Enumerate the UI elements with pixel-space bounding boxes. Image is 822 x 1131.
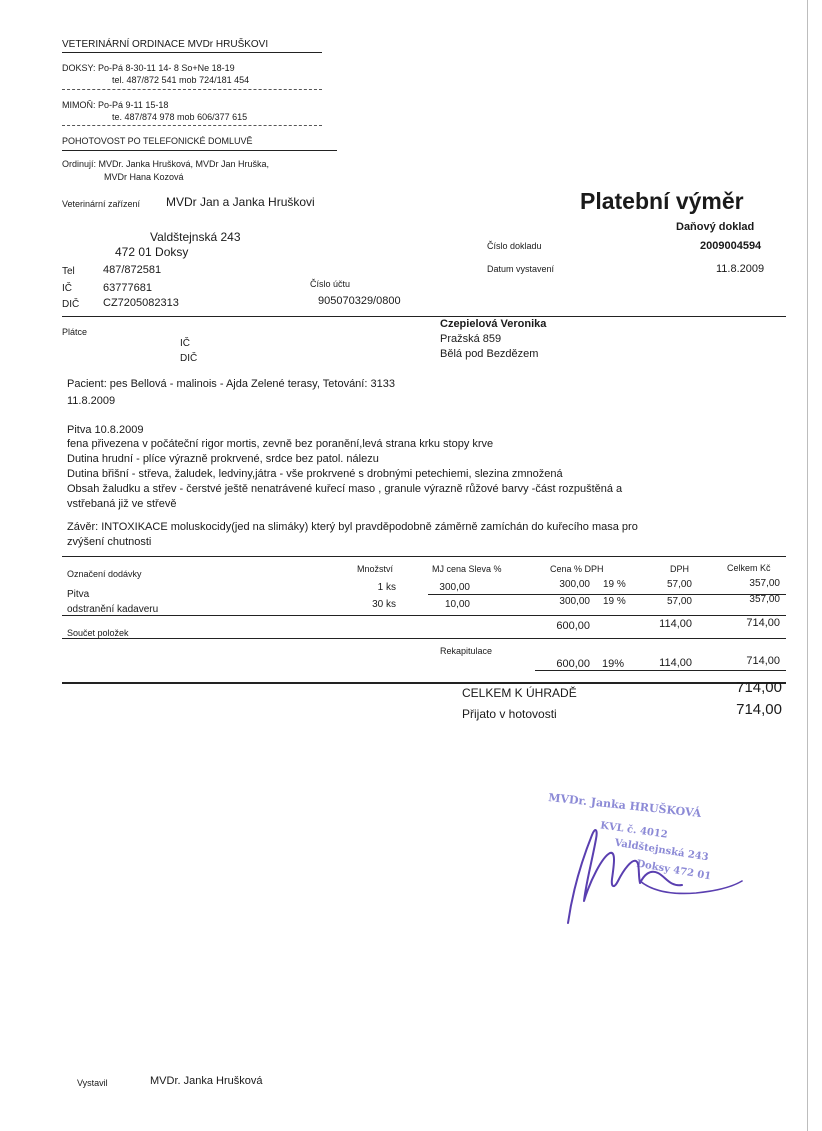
note-line: Dutina břišní - střeva, žaludek, ledviny,játra - vše prokrvené s drobnými petechiemi, slezina zmnožená xyxy=(67,468,563,480)
stamp xyxy=(540,791,760,930)
vendor-name: MVDr Jan a Janka Hruškovi xyxy=(166,195,315,209)
section-divider xyxy=(62,316,786,317)
recap-vat: 114,00 xyxy=(659,657,692,669)
row-1-name: Pitva xyxy=(67,589,90,600)
col-header-vat: DPH xyxy=(670,564,690,574)
patient-line: Pacient: pes Bellová - malinois - Ajda Zelené terasy, Tetování: 3133 xyxy=(67,378,395,390)
row-1-price: 300,00 xyxy=(559,579,590,590)
emergency-note: POHOTOVOST PO TELEFONICKÉ DOMLUVĚ xyxy=(62,136,253,146)
divider xyxy=(62,125,322,126)
note-line: Pitva 10.8.2009 xyxy=(67,424,144,436)
row-1-vat-rate: 19 % xyxy=(603,579,626,590)
sum-label: Součet položek xyxy=(67,628,129,638)
row-2-total: 357,00 xyxy=(749,594,780,605)
page-edge xyxy=(807,0,808,1131)
vendor-account-label: Číslo účtu xyxy=(310,279,351,289)
table-bottom-border xyxy=(62,638,786,639)
note-line: Obsah žaludku a střev - čerstvé ještě nenatrávené kuřecí maso , granule výrazně růžové barvy -část rozpuštěná a xyxy=(67,483,623,495)
document-subtitle: Daňový doklad xyxy=(676,221,755,233)
table-top-border xyxy=(62,556,786,557)
recap-price: 600,00 xyxy=(556,658,590,670)
clinic-name: VETERINÁRNÍ ORDINACE MVDr HRUŠKOVI xyxy=(62,39,269,50)
patient-date: 11.8.2009 xyxy=(67,395,116,407)
doc-number-label: Číslo dokladu xyxy=(487,241,542,251)
payer-ic-label: IČ xyxy=(180,338,190,349)
mimon-phone: te. 487/874 978 mob 606/377 615 xyxy=(112,112,248,122)
note-line: Dutina hrudní - plíce výrazně prokrvené, srdce bez patol. nálezu xyxy=(67,453,379,465)
col-header-name: Označení dodávky xyxy=(67,569,142,579)
doksy-hours: DOKSY: Po-Pá 8-30-11 14- 8 So+Ne 18-19 xyxy=(62,63,235,73)
doctors-line-2: MVDr Hana Kozová xyxy=(104,172,184,182)
issued-by-label: Vystavil xyxy=(77,1078,108,1088)
sum-price: 600,00 xyxy=(556,620,590,632)
totals-divider xyxy=(62,682,786,684)
doksy-phone: tel. 487/872 541 mob 724/181 454 xyxy=(112,75,250,85)
doctors-line-1: Ordinují: MVDr. Janka Hrušková, MVDr Jan Hruška, xyxy=(62,159,270,169)
signature xyxy=(540,795,760,930)
row-2-name: odstranění kadaveru xyxy=(67,604,159,615)
document-title: Platební výměr xyxy=(580,188,744,214)
divider xyxy=(62,150,337,151)
table-sum-border xyxy=(62,615,786,616)
vendor-label: Veterinární zařízení xyxy=(62,199,141,209)
vendor-account: 905070329/0800 xyxy=(318,295,401,307)
payer-name: Czepielová Veronika xyxy=(440,318,547,330)
row-1-qty: 1 ks xyxy=(377,582,396,593)
recap-label: Rekapitulace xyxy=(440,646,493,656)
payer-label: Plátce xyxy=(62,327,88,337)
conclusion-line: zvýšení chutnosti xyxy=(67,536,152,548)
cash-received: 714,00 xyxy=(736,701,782,718)
note-line: fena přivezena v počáteční rigor mortis, zevně bez poranění,levá strana krku stopy krve xyxy=(67,438,494,450)
vendor-tel-label: Tel xyxy=(62,266,75,277)
payer-dic-label: DIČ xyxy=(180,353,198,364)
row-2-price: 300,00 xyxy=(559,596,590,607)
vendor-street: Valdštejnská 243 xyxy=(150,230,241,244)
payer-city: Bělá pod Bezdězem xyxy=(440,348,539,360)
recap-rate: 19% xyxy=(602,658,625,670)
sum-total: 714,00 xyxy=(746,617,780,629)
divider xyxy=(62,89,322,90)
stamp-line-2: KVL č. 4012 xyxy=(599,820,669,841)
mimon-hours: MIMOŇ: Po-Pá 9-11 15-18 xyxy=(62,100,169,110)
stamp-line-1: MVDr. Janka HRUŠKOVÁ xyxy=(547,791,702,820)
doc-number: 2009004594 xyxy=(700,240,762,252)
row-1-vat: 57,00 xyxy=(666,579,692,590)
row-2-qty: 30 ks xyxy=(372,599,396,610)
vendor-dic-label: DIČ xyxy=(62,299,80,310)
issued-by: MVDr. Janka Hrušková xyxy=(150,1075,263,1087)
recap-divider xyxy=(535,670,786,671)
stamp-line-3: Valdštejnská 243 xyxy=(613,837,710,864)
recap-total: 714,00 xyxy=(746,655,780,667)
total-due-label: CELKEM K ÚHRADĚ xyxy=(462,686,577,700)
col-header-total: Celkem Kč xyxy=(727,563,771,573)
vendor-city: 472 01 Doksy xyxy=(115,245,189,259)
stamp-line-4: Doksy 472 01 xyxy=(635,858,712,883)
row-1-unit-price: 300,00 xyxy=(439,582,470,593)
sum-vat: 114,00 xyxy=(659,618,692,630)
divider xyxy=(62,52,322,53)
conclusion-line: Závěr: INTOXIKACE moluskocidy(jed na slimáky) který byl pravděpodobně záměrně zamíchán do kuřecího masa pro xyxy=(67,521,638,533)
vendor-dic: CZ7205082313 xyxy=(103,297,179,309)
row-2-vat: 57,00 xyxy=(666,596,692,607)
vendor-ic: 63777681 xyxy=(103,282,152,294)
cash-received-label: Přijato v hotovosti xyxy=(462,707,557,721)
row-1-total: 357,00 xyxy=(749,578,780,589)
col-header-unit-price: MJ cena Sleva % xyxy=(432,564,502,574)
payer-street: Pražská 859 xyxy=(440,333,502,345)
row-2-unit-price: 10,00 xyxy=(444,599,470,610)
note-line: vstřebaná již ve střevě xyxy=(67,498,177,510)
doc-date: 11.8.2009 xyxy=(716,263,765,275)
total-due: 714,00 xyxy=(736,679,782,696)
vendor-tel: 487/872581 xyxy=(103,264,162,276)
row-2-vat-rate: 19 % xyxy=(603,596,626,607)
col-header-price-vat: Cena % DPH xyxy=(550,564,604,574)
vendor-ic-label: IČ xyxy=(62,283,72,294)
doc-date-label: Datum vystavení xyxy=(487,264,555,274)
col-header-qty: Množství xyxy=(357,564,394,574)
